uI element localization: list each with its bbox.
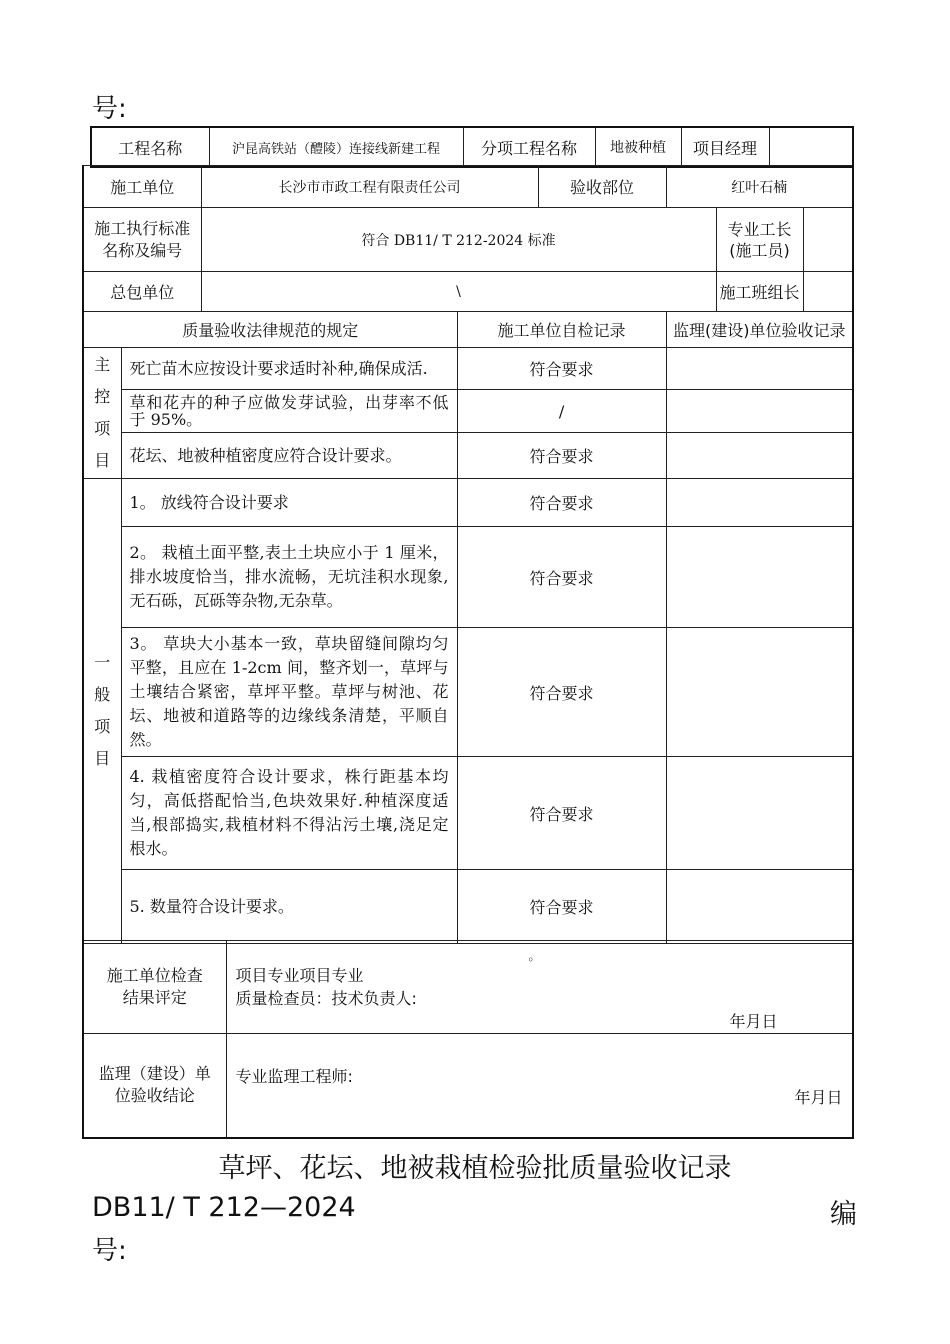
main-item-text: 草和花卉的种子应做发芽试验，出芽率不低于 95%。 bbox=[121, 390, 457, 433]
general-item-text: 1。 放线符合设计要求 bbox=[121, 479, 457, 527]
general-items-label: 一 般 项 目 bbox=[83, 479, 121, 944]
standard-value: 符合 DB11/ T 212-2024 标准 bbox=[201, 208, 716, 272]
general-item-text: 5. 数量符合设计要求。 bbox=[121, 870, 457, 944]
main-items-label: 主 控 项 目 bbox=[83, 348, 121, 479]
contractor-eval-box bbox=[226, 941, 853, 1034]
team-leader-label: 施工班组长 bbox=[716, 272, 803, 312]
general-contractor-label: 总包单位 bbox=[83, 272, 201, 312]
general-item-result: 符合要求 bbox=[457, 628, 666, 757]
contractor-eval-label: 施工单位检查结果评定 bbox=[83, 941, 226, 1034]
contractor-label: 施工单位 bbox=[83, 166, 201, 208]
form-title: 草坪、花坛、地被栽植检验批质量验收记录 bbox=[218, 1153, 732, 1184]
general-item-supervision bbox=[666, 527, 853, 628]
supervision-column-header: 监理(建设)单位验收记录 bbox=[666, 312, 853, 348]
project-name-value: 沪昆高铁站（醴陵）连接线新建工程 bbox=[209, 127, 463, 167]
pm-label: 项目经理 bbox=[681, 127, 769, 167]
general-item-text: 3。 草块大小基本一致，草块留缝间隙均匀平整，且应在 1-2cm 间，整齐划一，草坪与土壤结合紧密，草坪平整。草坪与树池、花坛、地被和道路等的边缘线条清楚，平顺自然。 bbox=[121, 628, 457, 757]
supervision-eval-label: 监理（建设）单位验收结论 bbox=[83, 1034, 226, 1138]
supervision-engineer: 专业监理工程师: bbox=[235, 1067, 353, 1086]
main-item-supervision bbox=[666, 433, 853, 479]
general-contractor-value: \ bbox=[201, 272, 716, 312]
part-label: 验收部位 bbox=[538, 166, 666, 208]
general-item-supervision bbox=[666, 870, 853, 944]
eval-line-2: 质量检查员：技术负责人: bbox=[235, 989, 417, 1008]
number-label: 号: bbox=[92, 94, 127, 124]
eval-line-1: 项目专业项目专业 bbox=[235, 966, 364, 985]
supervision-eval-box bbox=[226, 1034, 853, 1138]
main-item-supervision bbox=[666, 348, 853, 390]
evaluation-section bbox=[82, 940, 854, 1139]
pm-value bbox=[769, 127, 853, 167]
team-leader-value bbox=[803, 272, 853, 312]
main-item-supervision bbox=[666, 390, 853, 433]
inspection-table bbox=[82, 165, 854, 944]
general-item-text: 4. 栽植密度符合设计要求，株行距基本均匀，高低搭配恰当,色块效果好.种植深度适当,根部捣实,栽植材料不得沾污土壤,浇足定根水。 bbox=[121, 757, 457, 870]
standard-code: DB11/ T 212—2024 bbox=[92, 1192, 356, 1223]
main-item-text: 花坛、地被种植密度应符合设计要求。 bbox=[121, 433, 457, 479]
main-item-result: 符合要求 bbox=[457, 348, 666, 390]
project-info-row bbox=[90, 126, 854, 168]
main-item-text: 死亡苗木应按设计要求适时补种,确保成活. bbox=[121, 348, 457, 390]
eval-dot: 。 bbox=[528, 949, 541, 963]
subitem-label: 分项工程名称 bbox=[463, 127, 595, 167]
general-item-result: 符合要求 bbox=[457, 757, 666, 870]
general-item-supervision bbox=[666, 479, 853, 527]
general-item-supervision bbox=[666, 628, 853, 757]
general-item-text: 2。 栽植土面平整,表土土块应小于 1 厘米，排水坡度恰当，排水流畅，无坑洼积水现象,无石砾，瓦砾等杂物,无杂草。 bbox=[121, 527, 457, 628]
foreman-value bbox=[803, 208, 853, 272]
subitem-value: 地被种植 bbox=[595, 127, 681, 167]
spec-column-header: 质量验收法律规范的规定 bbox=[83, 312, 457, 348]
general-item-result: 符合要求 bbox=[457, 479, 666, 527]
general-item-result: 符合要求 bbox=[457, 527, 666, 628]
main-item-result: 符合要求 bbox=[457, 433, 666, 479]
general-item-result: 符合要求 bbox=[457, 870, 666, 944]
number-label-bottom: 号: bbox=[92, 1236, 127, 1266]
part-value: 红叶石楠 bbox=[666, 166, 853, 208]
contractor-value: 长沙市市政工程有限责任公司 bbox=[201, 166, 538, 208]
contractor-eval-date: 年月日 bbox=[729, 1012, 778, 1031]
project-name-label: 工程名称 bbox=[91, 127, 209, 167]
supervision-eval-date: 年月日 bbox=[794, 1088, 843, 1107]
foreman-label: 专业工长(施工员) bbox=[716, 208, 803, 272]
main-item-result: / bbox=[457, 390, 666, 433]
standard-label: 施工执行标准名称及编号 bbox=[83, 208, 201, 272]
self-check-column-header: 施工单位自检记录 bbox=[457, 312, 666, 348]
general-item-supervision bbox=[666, 757, 853, 870]
number-prefix: 编 bbox=[830, 1199, 857, 1230]
